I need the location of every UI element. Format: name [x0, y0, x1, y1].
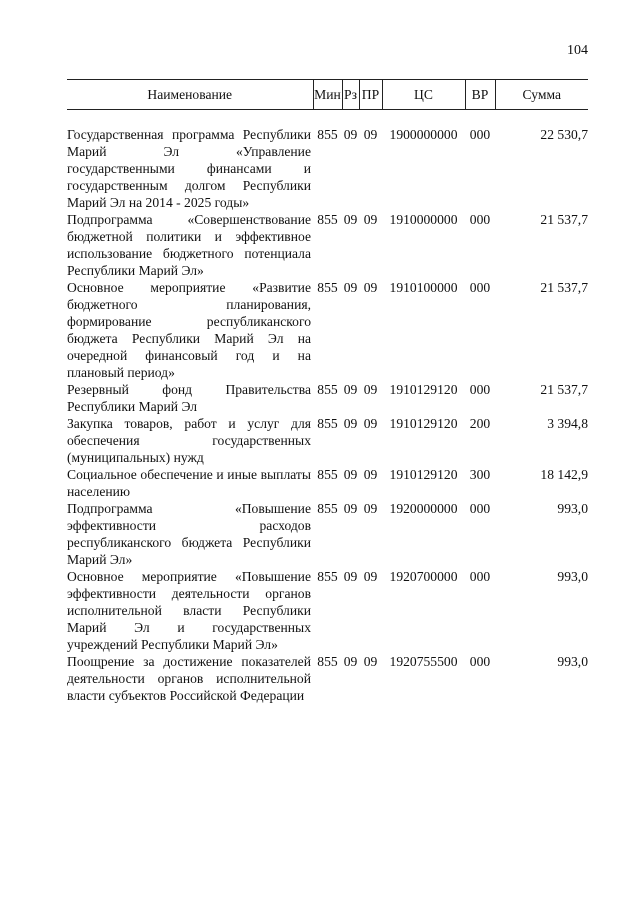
row-name: Государственная программа Республики Марий Эл «Управление государственными финансами и государственным долгом Республики Марий Эл на 2014 - 2025 годы»: [67, 127, 311, 210]
row-sum: 22 530,7: [540, 127, 588, 142]
header-rz: Рз: [342, 80, 359, 110]
row-cs: 1910129120: [389, 416, 458, 431]
row-pr: 09: [363, 569, 378, 584]
row-cs: 1900000000: [389, 127, 458, 142]
row-min: 855: [317, 416, 338, 431]
table-row: [67, 500, 588, 568]
row-sum: 18 142,9: [540, 467, 588, 482]
row-cs: 1910100000: [389, 280, 458, 295]
row-cs: 1920700000: [389, 569, 458, 584]
table-row: [67, 279, 588, 381]
table-header-row: [67, 80, 588, 110]
row-min: 855: [317, 280, 338, 295]
row-pr: 09: [363, 212, 378, 227]
row-min: 855: [317, 382, 338, 397]
row-name: Резервный фонд Правительства Республики Марий Эл: [67, 382, 311, 414]
row-cs: 1910000000: [389, 212, 458, 227]
row-min: 855: [317, 654, 338, 669]
header-vr: ВР: [465, 80, 495, 110]
budget-table: [67, 79, 588, 704]
row-vr: 000: [469, 127, 491, 142]
row-pr: 09: [363, 280, 378, 295]
row-vr: 000: [469, 569, 491, 584]
row-rz: 09: [343, 127, 358, 142]
table-row: [67, 415, 588, 466]
row-name: Основное мероприятие «Повышение эффективности деятельности органов исполнительной власти Республики Марий Эл и государственных учреждений Республики Марий Эл»: [67, 569, 311, 652]
header-cs: ЦС: [382, 80, 465, 110]
header-pr: ПР: [359, 80, 382, 110]
row-sum: 3 394,8: [547, 416, 588, 431]
row-cs: 1910129120: [389, 467, 458, 482]
row-name: Подпрограмма «Совершенствование бюджетной политики и эффективное использование бюджетного потенциала Республики Марий Эл»: [67, 212, 311, 278]
row-pr: 09: [363, 467, 378, 482]
row-pr: 09: [363, 501, 378, 516]
row-rz: 09: [343, 416, 358, 431]
row-vr: 000: [469, 280, 491, 295]
row-min: 855: [317, 467, 338, 482]
row-name: Закупка товаров, работ и услуг для обеспечения государственных (муниципальных) нужд: [67, 416, 311, 465]
row-sum: 993,0: [557, 501, 588, 516]
table-row: [67, 568, 588, 653]
row-vr: 000: [469, 212, 491, 227]
row-min: 855: [317, 569, 338, 584]
row-min: 855: [317, 212, 338, 227]
table-row: [67, 381, 588, 415]
table-row: [67, 653, 588, 704]
row-min: 855: [317, 501, 338, 516]
row-sum: 993,0: [557, 569, 588, 584]
header-name: Наименование: [67, 80, 313, 110]
row-cs: 1910129120: [389, 382, 458, 397]
row-pr: 09: [363, 382, 378, 397]
page-number: 104: [567, 43, 588, 58]
row-min: 855: [317, 127, 338, 142]
row-name: Социальное обеспечение и иные выплаты населению: [67, 467, 311, 499]
row-sum: 21 537,7: [540, 212, 588, 227]
row-pr: 09: [363, 127, 378, 142]
row-vr: 300: [469, 467, 491, 482]
table-spacer: [67, 110, 588, 127]
row-rz: 09: [343, 467, 358, 482]
row-rz: 09: [343, 280, 358, 295]
row-cs: 1920755500: [389, 654, 458, 669]
row-rz: 09: [343, 501, 358, 516]
table-row: [67, 211, 588, 279]
table-row: [67, 466, 588, 500]
row-sum: 21 537,7: [540, 280, 588, 295]
row-name: Поощрение за достижение показателей деятельности органов исполнительной власти субъектов Российской Федерации: [67, 654, 311, 703]
row-rz: 09: [343, 654, 358, 669]
row-name: Подпрограмма «Повышение эффективности расходов республиканского бюджета Республики Марий Эл»: [67, 501, 311, 567]
row-rz: 09: [343, 212, 358, 227]
header-sum: Сумма: [495, 80, 588, 110]
row-vr: 200: [469, 416, 491, 431]
row-vr: 000: [469, 501, 491, 516]
table-row: [67, 126, 588, 211]
row-pr: 09: [363, 654, 378, 669]
row-pr: 09: [363, 416, 378, 431]
row-sum: 21 537,7: [540, 382, 588, 397]
header-min: Мин: [313, 80, 342, 110]
row-sum: 993,0: [557, 654, 588, 669]
row-rz: 09: [343, 382, 358, 397]
row-vr: 000: [469, 382, 491, 397]
row-vr: 000: [469, 654, 491, 669]
row-rz: 09: [343, 569, 358, 584]
row-cs: 1920000000: [389, 501, 458, 516]
row-name: Основное мероприятие «Развитие бюджетного планирования, формирование республиканского бюджета Республики Марий Эл на очередной финансовый год и на плановый период»: [67, 280, 311, 380]
